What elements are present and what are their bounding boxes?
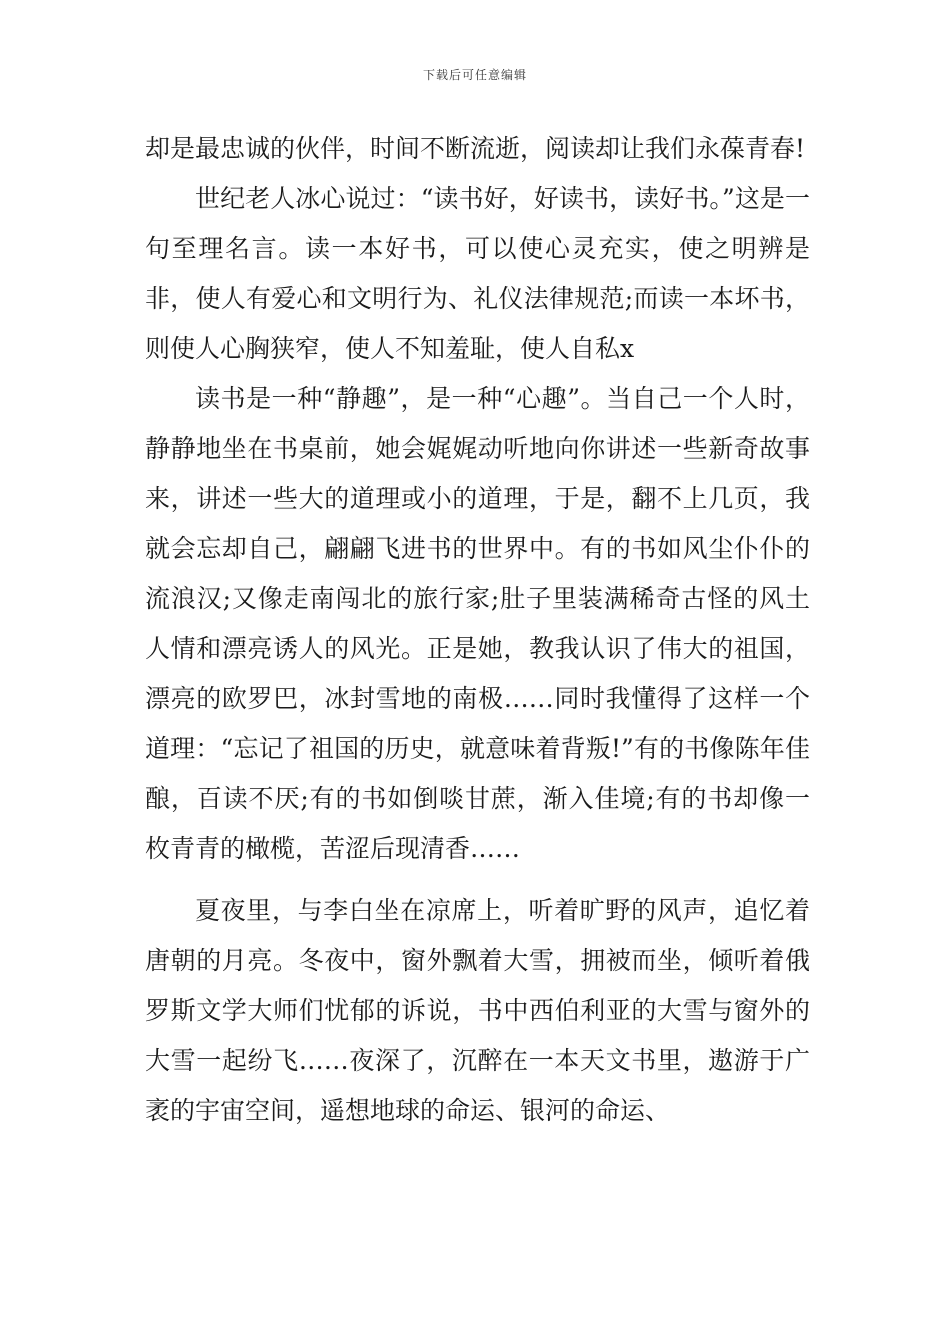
paragraph: 世纪老人冰心说过：“读书好，好读书，读好书。”这是一句至理名言。读一本好书，可以使心灵充实，使之明辨是非，使人有爱心和文明行为、礼仪法律规范;而读一本坏书，则使人心胸狭窄，使人不知羞耻，使人自私x xyxy=(145,184,810,363)
page-header: 下载后可任意编辑 xyxy=(422,68,527,82)
document-body xyxy=(145,124,810,1136)
paragraph: 夏夜里，与李白坐在凉席上，听着旷野的风声，追忆着唐朝的月亮。冬夜中，窗外飘着大雪，拥被而坐，倾听着俄罗斯文学大师们忧郁的诉说，书中西伯利亚的大雪与窗外的大雪一起纷飞……夜深了，沉醉在一本天文书里，遨游于广袤的宇宙空间，遥想地球的命运、银河的命运、 xyxy=(145,896,810,1125)
paragraph: 读书是一种“静趣”，是一种“心趣”。当自己一个人时，静静地坐在书桌前，她会娓娓动听地向你讲述一些新奇故事来，讲述一些大的道理或小的道理，于是，翻不上几页，我就会忘却自己，翩翩飞进书的世界中。有的书如风尘仆仆的流浪汉;又像走南闯北的旅行家;肚子里装满稀奇古怪的风土人情和漂亮诱人的风光。正是她，教我认识了伟大的祖国，漂亮的欧罗巴，冰封雪地的南极……同时我懂得了这样一个道理：“忘记了祖国的历史，就意味着背叛!”有的书像陈年佳酿，百读不厌;有的书如倒啖甘蔗，渐入佳境;有的书却像一枚青青的橄榄，苦涩后现清香…… xyxy=(145,384,810,863)
paragraph: 却是最忠诚的伙伴，时间不断流逝，阅读却让我们永葆青春! xyxy=(145,134,806,163)
